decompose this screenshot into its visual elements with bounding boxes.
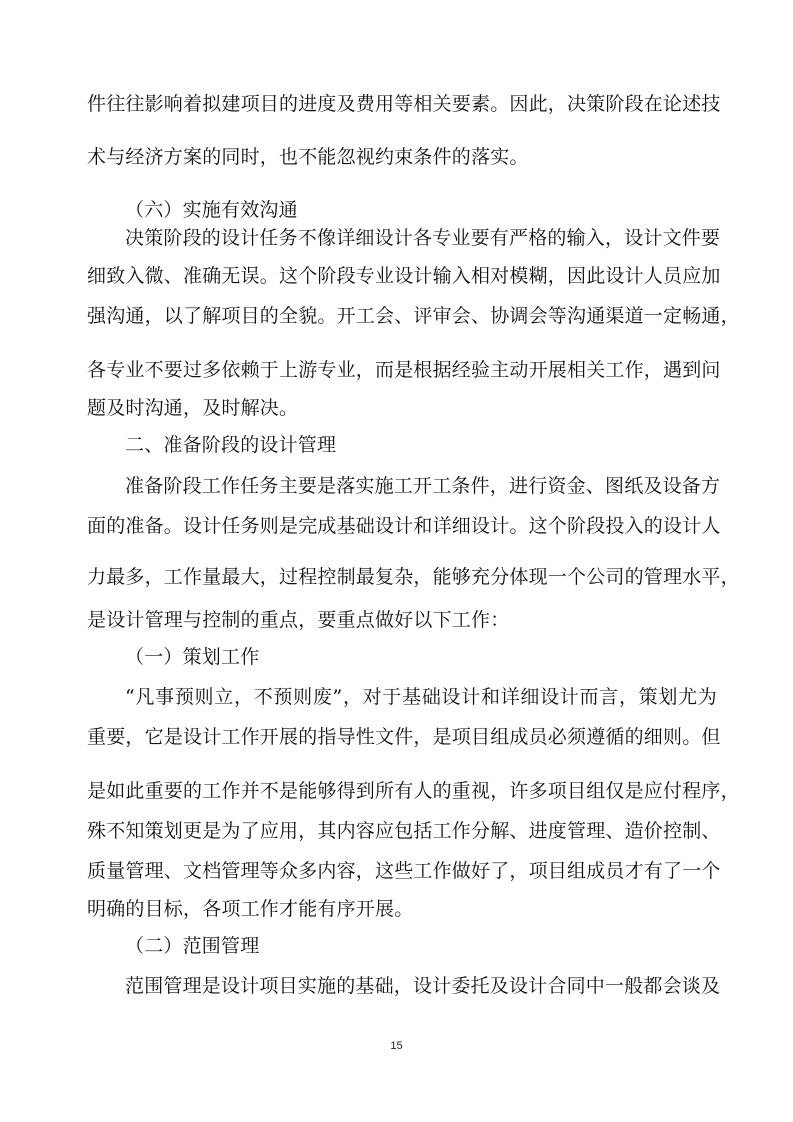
text-line: 件往往影响着拟建项目的进度及费用等相关要素。因此，决策阶段在论述技 bbox=[87, 93, 721, 115]
text-line: “凡事预则立，不预则废”，对于基础设计和详细设计而言，策划尤为 bbox=[125, 686, 717, 708]
text-line: 决策阶段的设计任务不像详细设计各专业要有严格的输入，设计文件要 bbox=[125, 227, 721, 249]
text-line: 题及时沟通，及时解决。 bbox=[87, 397, 299, 419]
text-line: 重要，它是设计工作开展的指导性文件，是项目组成员必须遵循的细则。但 bbox=[87, 726, 721, 748]
text-line: 是设计管理与控制的重点，要重点做好以下工作： bbox=[87, 609, 510, 631]
text-line: 术与经济方案的同时，也不能忽视约束条件的落实。 bbox=[87, 146, 529, 168]
text-line: 力最多，工作量最大，过程控制最复杂，能够充分体现一个公司的管理水平， bbox=[87, 566, 740, 588]
text-line: 细致入微、准确无误。这个阶段专业设计输入相对模糊，因此设计人员应加 bbox=[87, 265, 721, 287]
section-heading: 二、准备阶段的设计管理 bbox=[125, 434, 337, 456]
text-line: 范围管理是设计项目实施的基础，设计委托及设计合同中一般都会谈及 bbox=[125, 975, 721, 997]
text-line: 质量管理、文档管理等众多内容，这些工作做好了，项目组成员才有了一个 bbox=[87, 860, 721, 882]
section-heading: （二）范围管理 bbox=[125, 935, 260, 957]
text-line: 面的准备。设计任务则是完成基础设计和详细设计。这个阶段投入的设计人 bbox=[87, 515, 721, 537]
page-number: 15 bbox=[390, 1040, 403, 1052]
text-line: 是如此重要的工作并不是能够得到所有人的重视，许多项目组仅是应付程序， bbox=[87, 780, 740, 802]
text-line: 明确的目标，各项工作才能有序开展。 bbox=[87, 898, 414, 920]
section-heading: （六）实施有效沟通 bbox=[125, 199, 298, 221]
text-line: 各专业不要过多依赖于上游专业，而是根据经验主动开展相关工作，遇到问 bbox=[87, 359, 721, 381]
text-line: 准备阶段工作任务主要是落实施工开工条件，进行资金、图纸及设备方 bbox=[125, 475, 721, 497]
section-heading: （一）策划工作 bbox=[125, 646, 260, 668]
text-line: 殊不知策划更是为了应用，其内容应包括工作分解、进度管理、造价控制、 bbox=[87, 820, 721, 842]
text-line: 强沟通，以了解项目的全貌。开工会、评审会、协调会等沟通渠道一定畅通， bbox=[87, 305, 740, 327]
